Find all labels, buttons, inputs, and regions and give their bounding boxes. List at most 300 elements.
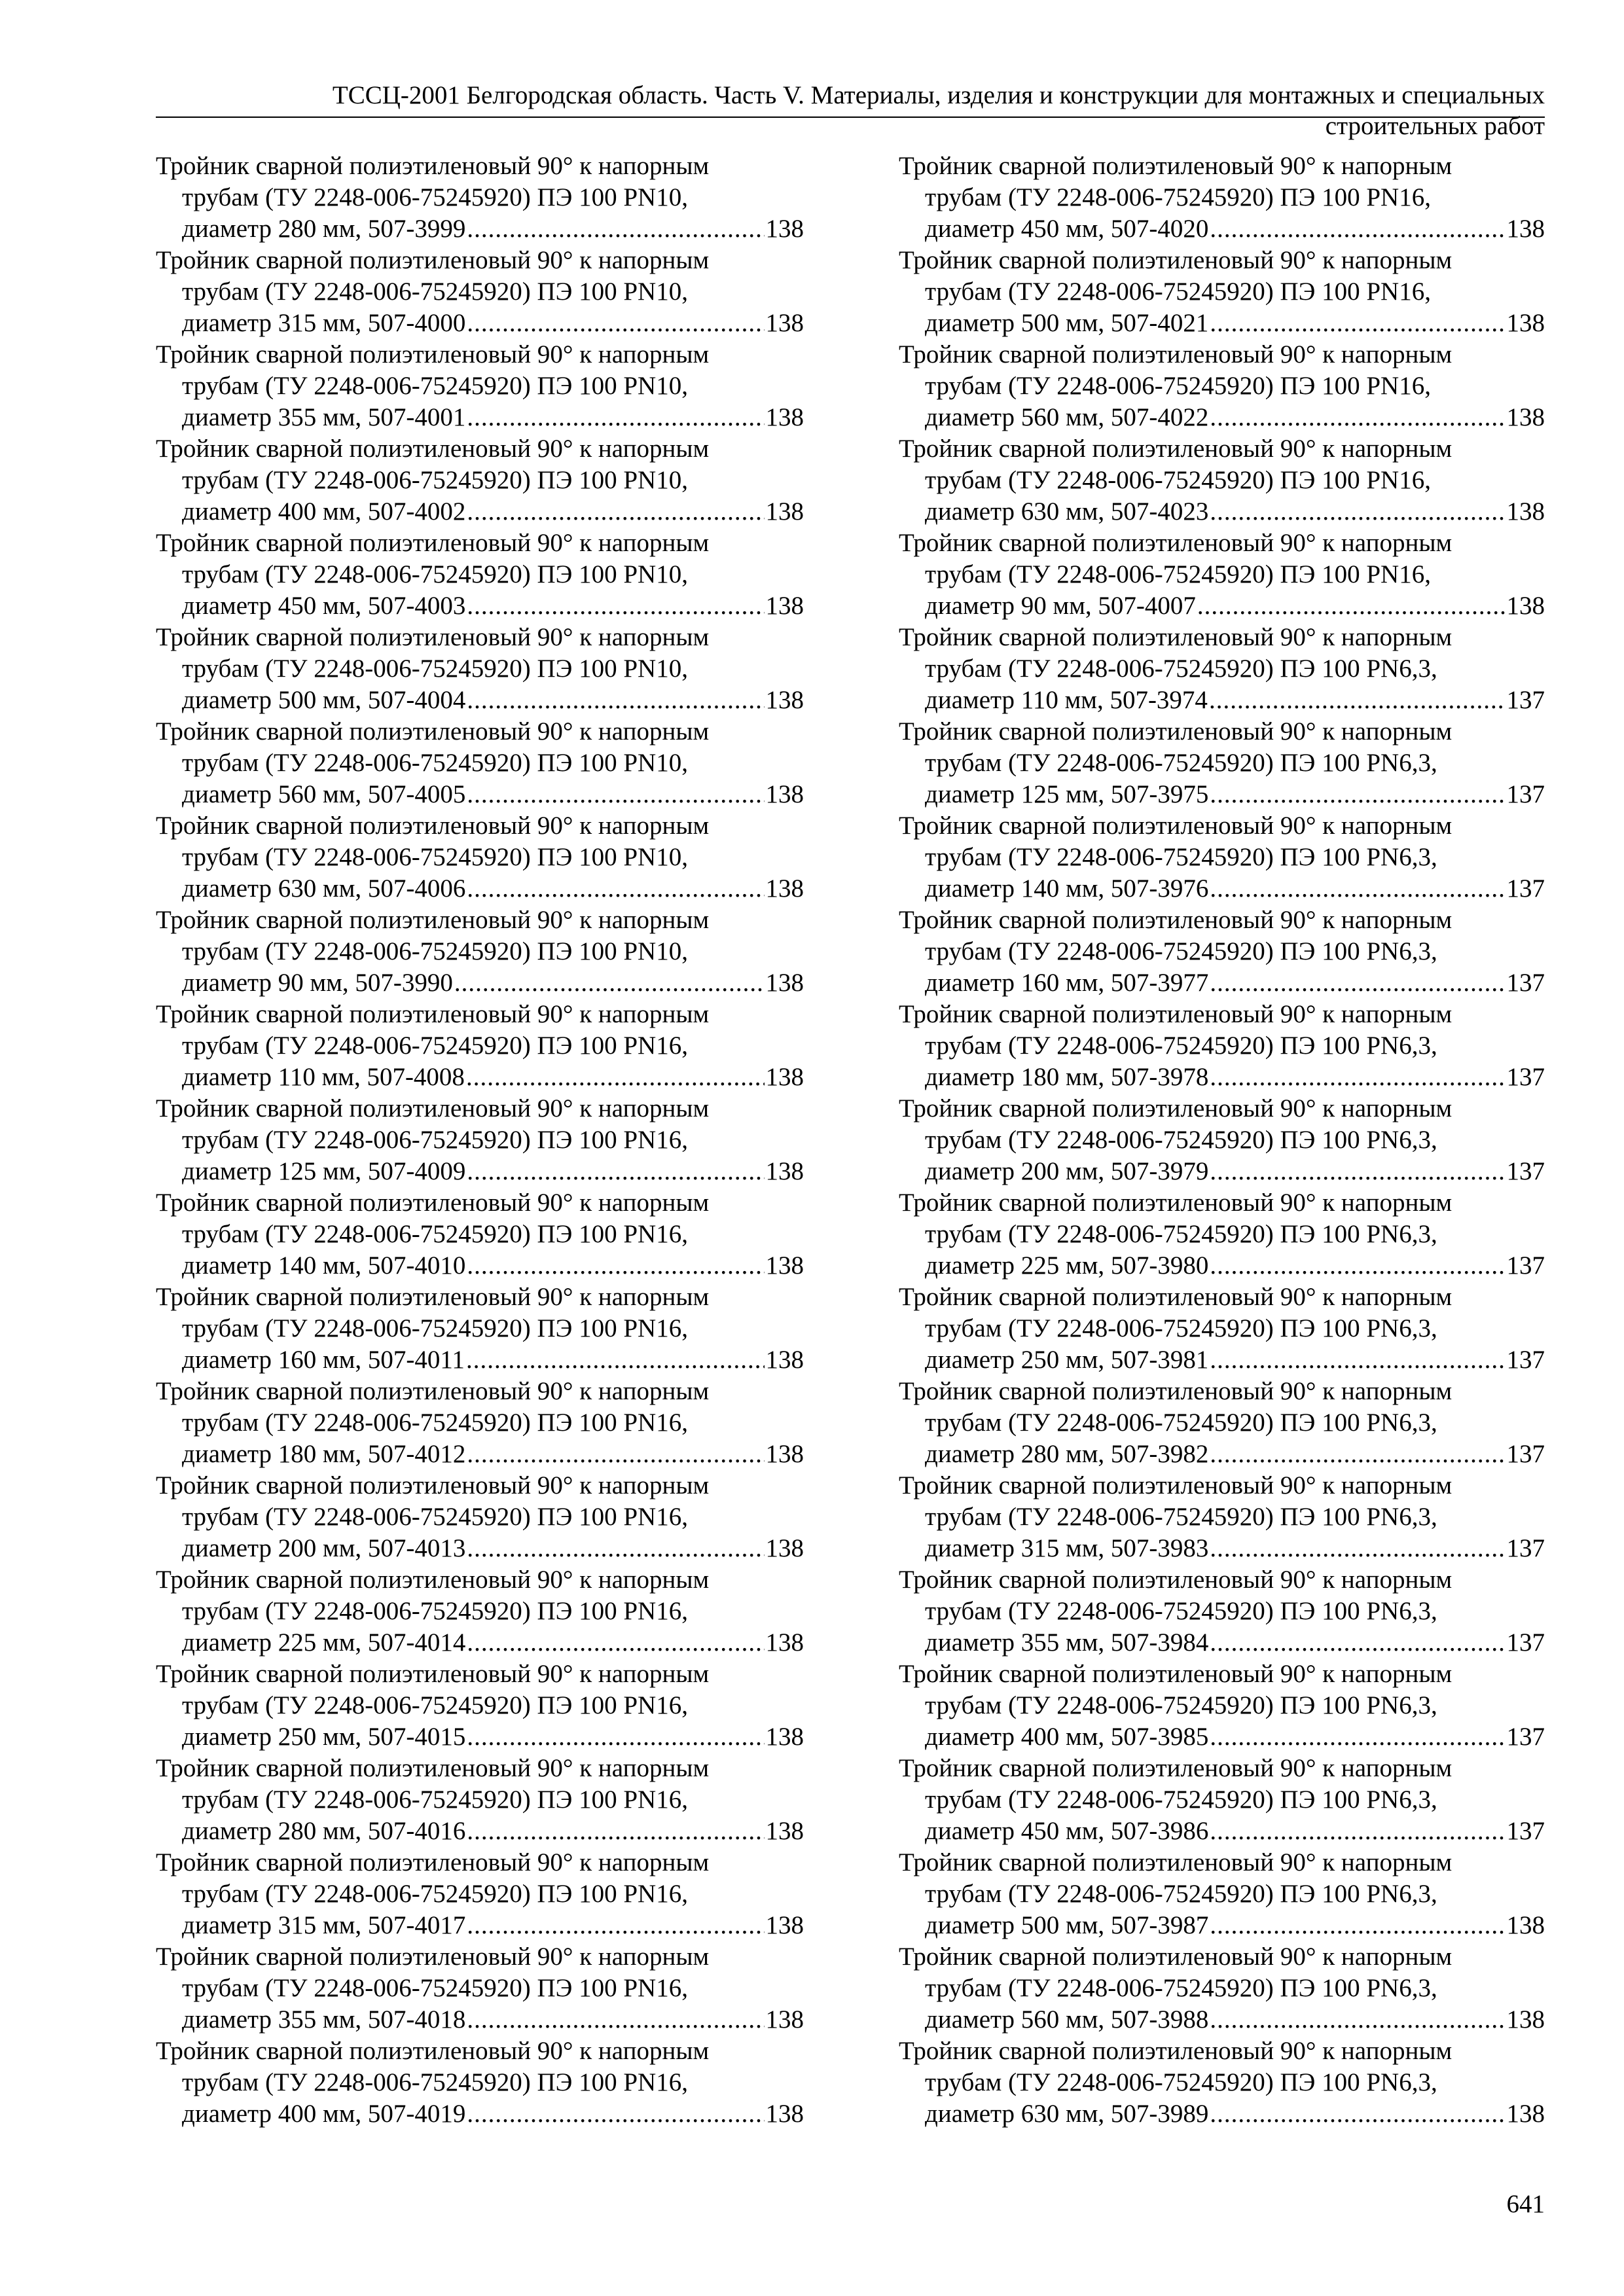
entry-line-2: трубам (ТУ 2248-006-75245920) ПЭ 100 PN10, (182, 655, 688, 683)
entry-page-number: 138 (765, 1628, 804, 1657)
entry-label: диаметр 225 мм, 507-4014 (182, 1628, 466, 1657)
index-entry (899, 1093, 1545, 1187)
entry-line-1: Тройник сварной полиэтиленовый 90° к напорным (899, 623, 1453, 651)
entry-label: диаметр 315 мм, 507-3983 (925, 1534, 1209, 1562)
entry-line-1: Тройник сварной полиэтиленовый 90° к напорным (899, 340, 1453, 368)
entry-line-1: Тройник сварной полиэтиленовый 90° к напорным (156, 246, 710, 274)
entry-label: диаметр 280 мм, 507-4016 (182, 1817, 466, 1845)
entry-line-2: трубам (ТУ 2248-006-75245920) ПЭ 100 PN6,3, (925, 1880, 1437, 1908)
index-entry (899, 2036, 1545, 2130)
index-entry (156, 528, 804, 622)
entry-line-3 (899, 2004, 1545, 2036)
entry-line-1: Тройник сварной полиэтиленовый 90° к напорным (899, 2037, 1453, 2065)
entry-page-number: 137 (1506, 686, 1545, 714)
dot-leader (467, 873, 764, 905)
entry-line-1: Тройник сварной полиэтиленовый 90° к напорным (156, 340, 710, 368)
index-entry (156, 716, 804, 810)
entry-line-3 (156, 496, 804, 528)
entry-label: диаметр 140 мм, 507-3976 (925, 874, 1209, 903)
entry-line-1: Тройник сварной полиэтиленовый 90° к напорным (899, 1000, 1453, 1028)
entry-line-3 (156, 779, 804, 810)
dot-leader (467, 779, 764, 810)
index-entry (899, 1941, 1545, 2036)
entry-line-2: трубам (ТУ 2248-006-75245920) ПЭ 100 PN6,3, (925, 655, 1437, 683)
entry-page-number: 138 (765, 874, 804, 903)
dot-leader (1210, 1627, 1505, 1659)
index-entry (156, 1282, 804, 1376)
index-entry (156, 2036, 804, 2130)
entry-line-1: Тройник сварной полиэтиленовый 90° к напорным (156, 1943, 710, 1971)
entry-page-number: 138 (765, 1911, 804, 1939)
dot-leader (467, 1910, 764, 1941)
dot-leader (1210, 1344, 1505, 1376)
entry-line-3 (899, 779, 1545, 810)
entry-line-1: Тройник сварной полиэтиленовый 90° к напорным (156, 529, 710, 557)
entry-line-2: трубам (ТУ 2248-006-75245920) ПЭ 100 PN16, (182, 1220, 688, 1248)
entry-line-3 (156, 1156, 804, 1187)
index-entry (899, 151, 1545, 245)
entry-label: диаметр 180 мм, 507-3978 (925, 1063, 1209, 1091)
entry-line-3 (156, 402, 804, 433)
dot-leader (1210, 779, 1505, 810)
dot-leader (1210, 308, 1505, 339)
entry-page-number: 138 (1506, 309, 1545, 337)
entry-line-2: трубам (ТУ 2248-006-75245920) ПЭ 100 PN6,3, (925, 843, 1437, 871)
entry-line-1: Тройник сварной полиэтиленовый 90° к напорным (156, 2037, 710, 2065)
index-entry (156, 1564, 804, 1659)
entry-line-3 (156, 1627, 804, 1659)
dot-leader (1210, 1721, 1505, 1753)
entry-label: диаметр 315 мм, 507-4000 (182, 309, 466, 337)
header-line-1: ТССЦ-2001 Белгородская область. Часть V. Материалы, изделия и конструкции для монтажных и специальных (332, 81, 1545, 109)
index-entry (156, 999, 804, 1093)
entry-line-2: трубам (ТУ 2248-006-75245920) ПЭ 100 PN16, (182, 1691, 688, 1719)
entry-line-1: Тройник сварной полиэтиленовый 90° к напорным (899, 435, 1453, 463)
entry-line-3 (899, 402, 1545, 433)
entry-label: диаметр 500 мм, 507-4021 (925, 309, 1209, 337)
entry-label: диаметр 560 мм, 507-4022 (925, 403, 1209, 431)
index-entry (156, 622, 804, 716)
entry-line-2: трубам (ТУ 2248-006-75245920) ПЭ 100 PN6,3, (925, 2068, 1437, 2096)
entry-line-1: Тройник сварной полиэтиленовый 90° к напорным (156, 1283, 710, 1311)
entry-label: диаметр 250 мм, 507-3981 (925, 1346, 1209, 1374)
entry-line-2: трубам (ТУ 2248-006-75245920) ПЭ 100 PN10, (182, 183, 688, 211)
entry-page-number: 137 (1506, 1157, 1545, 1185)
entry-line-1: Тройник сварной полиэтиленовый 90° к напорным (899, 1943, 1453, 1971)
entry-label: диаметр 90 мм, 507-3990 (182, 969, 453, 997)
entry-line-3 (899, 1816, 1545, 1847)
entry-line-3 (156, 213, 804, 245)
entry-page-number: 138 (765, 969, 804, 997)
index-entry (899, 999, 1545, 1093)
entry-page-number: 137 (1506, 1440, 1545, 1468)
entry-label: диаметр 560 мм, 507-3988 (925, 2005, 1209, 2034)
entry-line-1: Тройник сварной полиэтиленовый 90° к напорным (156, 1000, 710, 1028)
entry-line-3 (899, 590, 1545, 622)
entry-line-2: трубам (ТУ 2248-006-75245920) ПЭ 100 PN16, (925, 183, 1431, 211)
entry-page-number: 138 (765, 1817, 804, 1845)
entry-line-3 (156, 1439, 804, 1470)
dot-leader (1210, 2098, 1505, 2130)
entry-line-3 (156, 1533, 804, 1564)
index-entry (156, 1093, 804, 1187)
entry-line-3 (156, 967, 804, 999)
header-line-2: строительных работ (1325, 112, 1545, 140)
index-column-left (156, 151, 804, 2130)
dot-leader (466, 1062, 765, 1093)
entry-line-1: Тройник сварной полиэтиленовый 90° к напорным (156, 152, 710, 180)
entry-line-1: Тройник сварной полиэтиленовый 90° к напорным (899, 1566, 1453, 1594)
index-entry (156, 339, 804, 433)
entry-line-2: трубам (ТУ 2248-006-75245920) ПЭ 100 PN16, (182, 1126, 688, 1154)
entry-label: диаметр 560 мм, 507-4005 (182, 780, 466, 808)
entry-line-3 (156, 308, 804, 339)
entry-label: диаметр 630 мм, 507-4023 (925, 497, 1209, 526)
entry-line-3 (156, 1721, 804, 1753)
entry-line-2: трубам (ТУ 2248-006-75245920) ПЭ 100 PN16, (925, 278, 1431, 306)
entry-line-1: Тройник сварной полиэтиленовый 90° к напорным (899, 152, 1453, 180)
entry-line-3 (156, 1816, 804, 1847)
entry-line-2: трубам (ТУ 2248-006-75245920) ПЭ 100 PN6,3, (925, 1974, 1437, 2002)
entry-line-2: трубам (ТУ 2248-006-75245920) ПЭ 100 PN16, (182, 1314, 688, 1342)
index-entry (156, 1376, 804, 1470)
entry-line-3 (156, 2098, 804, 2130)
entry-label: диаметр 140 мм, 507-4010 (182, 1251, 466, 1280)
index-entry (156, 810, 804, 905)
entry-label: диаметр 110 мм, 507-4008 (182, 1063, 465, 1091)
index-entry (899, 528, 1545, 622)
index-entry (156, 905, 804, 999)
entry-line-1: Тройник сварной полиэтиленовый 90° к напорным (899, 1094, 1453, 1122)
entry-line-1: Тройник сварной полиэтиленовый 90° к напорным (899, 906, 1453, 934)
entry-label: диаметр 200 мм, 507-4013 (182, 1534, 466, 1562)
entry-page-number: 138 (1506, 1911, 1545, 1939)
entry-line-1: Тройник сварной полиэтиленовый 90° к напорным (899, 1189, 1453, 1217)
entry-label: диаметр 160 мм, 507-4011 (182, 1346, 465, 1374)
entry-label: диаметр 400 мм, 507-4002 (182, 497, 466, 526)
dot-leader (467, 1721, 764, 1753)
dot-leader (1210, 1439, 1505, 1470)
entry-line-2: трубам (ТУ 2248-006-75245920) ПЭ 100 PN6,3, (925, 1126, 1437, 1154)
entry-label: диаметр 630 мм, 507-3989 (925, 2100, 1209, 2128)
entry-line-1: Тройник сварной полиэтиленовый 90° к напорным (156, 623, 710, 651)
dot-leader (466, 1344, 765, 1376)
entry-page-number: 137 (1506, 874, 1545, 903)
entry-line-3 (156, 1910, 804, 1941)
entry-line-1: Тройник сварной полиэтиленовый 90° к напорным (899, 1848, 1453, 1876)
entry-page-number: 138 (765, 1063, 804, 1091)
index-entry (899, 245, 1545, 339)
entry-label: диаметр 200 мм, 507-3979 (925, 1157, 1209, 1185)
entry-line-2: трубам (ТУ 2248-006-75245920) ПЭ 100 PN6,3, (925, 1220, 1437, 1248)
entry-line-2: трубам (ТУ 2248-006-75245920) ПЭ 100 PN6,3, (925, 1408, 1437, 1437)
dot-leader (467, 496, 764, 528)
entry-line-1: Тройник сварной полиэтиленовый 90° к напорным (899, 1660, 1453, 1688)
dot-leader (1210, 1156, 1505, 1187)
dot-leader (454, 967, 765, 999)
index-entry (156, 1187, 804, 1282)
entry-label: диаметр 110 мм, 507-3974 (925, 686, 1208, 714)
entry-line-1: Тройник сварной полиэтиленовый 90° к напорным (156, 717, 710, 745)
entry-page-number: 138 (765, 403, 804, 431)
entry-page-number: 138 (765, 1534, 804, 1562)
entry-page-number: 138 (765, 2100, 804, 2128)
entry-page-number: 138 (1506, 403, 1545, 431)
entry-label: диаметр 125 мм, 507-3975 (925, 780, 1209, 808)
index-entry (156, 1941, 804, 2036)
entry-page-number: 138 (765, 780, 804, 808)
dot-leader (467, 1250, 764, 1282)
entry-line-2: трубам (ТУ 2248-006-75245920) ПЭ 100 PN6,3, (925, 1031, 1437, 1060)
entry-line-3 (899, 1721, 1545, 1753)
dot-leader (1210, 967, 1505, 999)
entry-label: диаметр 500 мм, 507-3987 (925, 1911, 1209, 1939)
entry-page-number: 138 (1506, 2100, 1545, 2128)
entry-line-1: Тройник сварной полиэтиленовый 90° к напорным (899, 529, 1453, 557)
index-entry (899, 1470, 1545, 1564)
entry-line-2: трубам (ТУ 2248-006-75245920) ПЭ 100 PN6,3, (925, 1785, 1437, 1814)
entry-page-number: 138 (765, 592, 804, 620)
entry-line-2: трубам (ТУ 2248-006-75245920) ПЭ 100 PN10, (182, 749, 688, 777)
entry-line-2: трубам (ТУ 2248-006-75245920) ПЭ 100 PN16, (182, 1974, 688, 2002)
entry-page-number: 138 (765, 309, 804, 337)
entry-label: диаметр 630 мм, 507-4006 (182, 874, 466, 903)
index-entry (156, 1753, 804, 1847)
dot-leader (1210, 1250, 1505, 1282)
dot-leader (467, 685, 764, 716)
entry-page-number: 137 (1506, 1817, 1545, 1845)
index-entry (156, 151, 804, 245)
entry-label: диаметр 450 мм, 507-4020 (925, 215, 1209, 243)
entry-line-1: Тройник сварной полиэтиленовый 90° к напорным (156, 812, 710, 840)
entry-page-number: 138 (1506, 497, 1545, 526)
entry-line-2: трубам (ТУ 2248-006-75245920) ПЭ 100 PN10, (182, 843, 688, 871)
entry-line-1: Тройник сварной полиэтиленовый 90° к напорным (899, 1377, 1453, 1405)
dot-leader (467, 1439, 764, 1470)
entry-page-number: 138 (765, 497, 804, 526)
entry-line-1: Тройник сварной полиэтиленовый 90° к напорным (156, 1754, 710, 1782)
dot-leader (1210, 402, 1505, 433)
entry-line-3 (899, 308, 1545, 339)
entry-label: диаметр 355 мм, 507-4001 (182, 403, 466, 431)
entry-label: диаметр 90 мм, 507-4007 (925, 592, 1196, 620)
entry-line-2: трубам (ТУ 2248-006-75245920) ПЭ 100 PN16, (925, 466, 1431, 494)
entry-page-number: 137 (1506, 969, 1545, 997)
dot-leader (467, 1533, 764, 1564)
entry-page-number: 137 (1506, 1251, 1545, 1280)
entry-line-3 (899, 1439, 1545, 1470)
entry-line-3 (899, 1344, 1545, 1376)
entry-page-number: 137 (1506, 1534, 1545, 1562)
entry-label: диаметр 315 мм, 507-4017 (182, 1911, 466, 1939)
entry-label: диаметр 500 мм, 507-4004 (182, 686, 466, 714)
dot-leader (467, 2004, 764, 2036)
index-entry (899, 1753, 1545, 1847)
entry-line-2: трубам (ТУ 2248-006-75245920) ПЭ 100 PN16, (925, 372, 1431, 400)
dot-leader (1210, 213, 1505, 245)
entry-page-number: 138 (1506, 592, 1545, 620)
entry-line-1: Тройник сварной полиэтиленовый 90° к напорным (156, 906, 710, 934)
entry-line-3 (899, 873, 1545, 905)
entry-line-1: Тройник сварной полиэтиленовый 90° к напорным (156, 1094, 710, 1122)
entry-line-1: Тройник сварной полиэтиленовый 90° к напорным (156, 1848, 710, 1876)
entry-label: диаметр 180 мм, 507-4012 (182, 1440, 466, 1468)
entry-line-2: трубам (ТУ 2248-006-75245920) ПЭ 100 PN16, (182, 1031, 688, 1060)
dot-leader (1210, 1910, 1505, 1941)
entry-line-1: Тройник сварной полиэтиленовый 90° к напорным (899, 1283, 1453, 1311)
entry-line-2: трубам (ТУ 2248-006-75245920) ПЭ 100 PN10, (182, 372, 688, 400)
index-entry (899, 339, 1545, 433)
entry-line-3 (899, 213, 1545, 245)
dot-leader (467, 402, 764, 433)
entry-label: диаметр 160 мм, 507-3977 (925, 969, 1209, 997)
entry-line-3 (899, 2098, 1545, 2130)
entry-line-3 (156, 1062, 804, 1093)
entry-line-2: трубам (ТУ 2248-006-75245920) ПЭ 100 PN10, (182, 937, 688, 965)
entry-line-1: Тройник сварной полиэтиленовый 90° к напорным (899, 1471, 1453, 1499)
entry-line-1: Тройник сварной полиэтиленовый 90° к напорным (156, 435, 710, 463)
entry-label: диаметр 355 мм, 507-4018 (182, 2005, 466, 2034)
index-entry (899, 716, 1545, 810)
entry-line-3 (899, 1062, 1545, 1093)
entry-line-2: трубам (ТУ 2248-006-75245920) ПЭ 100 PN16, (182, 1503, 688, 1531)
entry-line-1: Тройник сварной полиэтиленовый 90° к напорным (156, 1566, 710, 1594)
entry-line-1: Тройник сварной полиэтиленовый 90° к напорным (156, 1189, 710, 1217)
entry-page-number: 138 (765, 2005, 804, 2034)
entry-line-3 (156, 1344, 804, 1376)
index-entry (899, 1564, 1545, 1659)
entry-line-3 (156, 590, 804, 622)
entry-line-2: трубам (ТУ 2248-006-75245920) ПЭ 100 PN16, (925, 560, 1431, 588)
entry-line-3 (899, 1627, 1545, 1659)
dot-leader (467, 2098, 764, 2130)
entry-label: диаметр 225 мм, 507-3980 (925, 1251, 1209, 1280)
entry-line-2: трубам (ТУ 2248-006-75245920) ПЭ 100 PN10, (182, 466, 688, 494)
entry-label: диаметр 125 мм, 507-4009 (182, 1157, 466, 1185)
entry-line-2: трубам (ТУ 2248-006-75245920) ПЭ 100 PN6,3, (925, 1691, 1437, 1719)
entry-line-1: Тройник сварной полиэтиленовый 90° к напорным (899, 717, 1453, 745)
index-entry (899, 810, 1545, 905)
dot-leader (1210, 1533, 1505, 1564)
dot-leader (1210, 873, 1505, 905)
dot-leader (1210, 2004, 1505, 2036)
entry-line-1: Тройник сварной полиэтиленовый 90° к напорным (899, 246, 1453, 274)
dot-leader (1210, 496, 1505, 528)
page-number: 641 (1506, 2190, 1545, 2218)
entry-line-2: трубам (ТУ 2248-006-75245920) ПЭ 100 PN10, (182, 560, 688, 588)
entry-line-1: Тройник сварной полиэтиленовый 90° к напорным (899, 812, 1453, 840)
entry-line-3 (156, 685, 804, 716)
entry-page-number: 138 (765, 1157, 804, 1185)
index-entry (899, 1659, 1545, 1753)
entry-page-number: 138 (765, 686, 804, 714)
dot-leader (467, 308, 764, 339)
index-entry (899, 433, 1545, 528)
header-rule (156, 117, 1545, 118)
index-entry (899, 1376, 1545, 1470)
entry-page-number: 138 (765, 215, 804, 243)
entry-line-2: трубам (ТУ 2248-006-75245920) ПЭ 100 PN6,3, (925, 937, 1437, 965)
dot-leader (467, 1627, 764, 1659)
dot-leader (467, 213, 764, 245)
entry-page-number: 137 (1506, 1628, 1545, 1657)
entry-line-3 (899, 1910, 1545, 1941)
index-entry (899, 905, 1545, 999)
entry-line-1: Тройник сварной полиэтиленовый 90° к напорным (899, 1754, 1453, 1782)
index-entry (899, 622, 1545, 716)
entry-line-2: трубам (ТУ 2248-006-75245920) ПЭ 100 PN16, (182, 1880, 688, 1908)
entry-page-number: 138 (765, 1346, 804, 1374)
entry-line-3 (899, 685, 1545, 716)
entry-line-2: трубам (ТУ 2248-006-75245920) ПЭ 100 PN10, (182, 278, 688, 306)
entry-line-2: трубам (ТУ 2248-006-75245920) ПЭ 100 PN16, (182, 1785, 688, 1814)
entry-page-number: 138 (765, 1251, 804, 1280)
entry-line-2: трубам (ТУ 2248-006-75245920) ПЭ 100 PN6,3, (925, 1503, 1437, 1531)
dot-leader (1210, 1816, 1505, 1847)
entry-page-number: 137 (1506, 1723, 1545, 1751)
entry-line-3 (899, 1156, 1545, 1187)
entry-line-2: трубам (ТУ 2248-006-75245920) ПЭ 100 PN6,3, (925, 1597, 1437, 1625)
entry-line-3 (899, 967, 1545, 999)
entry-page-number: 138 (1506, 215, 1545, 243)
entry-line-3 (156, 873, 804, 905)
entry-line-3 (899, 496, 1545, 528)
dot-leader (1209, 685, 1506, 716)
index-entry (156, 1847, 804, 1941)
entry-label: диаметр 450 мм, 507-4003 (182, 592, 466, 620)
index-entry (156, 1659, 804, 1753)
entry-label: диаметр 355 мм, 507-3984 (925, 1628, 1209, 1657)
entry-page-number: 138 (765, 1723, 804, 1751)
entry-label: диаметр 280 мм, 507-3999 (182, 215, 466, 243)
entry-label: диаметр 280 мм, 507-3982 (925, 1440, 1209, 1468)
entry-page-number: 137 (1506, 1346, 1545, 1374)
entry-line-2: трубам (ТУ 2248-006-75245920) ПЭ 100 PN16, (182, 1408, 688, 1437)
index-entry (156, 433, 804, 528)
entry-label: диаметр 250 мм, 507-4015 (182, 1723, 466, 1751)
entry-line-2: трубам (ТУ 2248-006-75245920) ПЭ 100 PN6,3, (925, 749, 1437, 777)
index-entry (156, 245, 804, 339)
dot-leader (467, 1156, 764, 1187)
index-column-right (899, 151, 1545, 2130)
entry-page-number: 137 (1506, 780, 1545, 808)
entry-label: диаметр 400 мм, 507-4019 (182, 2100, 466, 2128)
running-header (156, 80, 1545, 141)
entry-line-3 (899, 1533, 1545, 1564)
entry-page-number: 138 (765, 1440, 804, 1468)
index-entry (899, 1847, 1545, 1941)
index-entry (156, 1470, 804, 1564)
entry-line-3 (156, 1250, 804, 1282)
dot-leader (1210, 1062, 1505, 1093)
entry-label: диаметр 450 мм, 507-3986 (925, 1817, 1209, 1845)
dot-leader (467, 1816, 764, 1847)
entry-page-number: 138 (1506, 2005, 1545, 2034)
dot-leader (467, 590, 764, 622)
entry-line-2: трубам (ТУ 2248-006-75245920) ПЭ 100 PN16, (182, 2068, 688, 2096)
entry-line-3 (156, 2004, 804, 2036)
dot-leader (1197, 590, 1506, 622)
entry-line-1: Тройник сварной полиэтиленовый 90° к напорным (156, 1660, 710, 1688)
entry-page-number: 137 (1506, 1063, 1545, 1091)
index-entry (899, 1282, 1545, 1376)
entry-label: диаметр 400 мм, 507-3985 (925, 1723, 1209, 1751)
entry-line-2: трубам (ТУ 2248-006-75245920) ПЭ 100 PN16, (182, 1597, 688, 1625)
entry-line-1: Тройник сварной полиэтиленовый 90° к напорным (156, 1377, 710, 1405)
index-entry (899, 1187, 1545, 1282)
entry-line-1: Тройник сварной полиэтиленовый 90° к напорным (156, 1471, 710, 1499)
entry-line-3 (899, 1250, 1545, 1282)
